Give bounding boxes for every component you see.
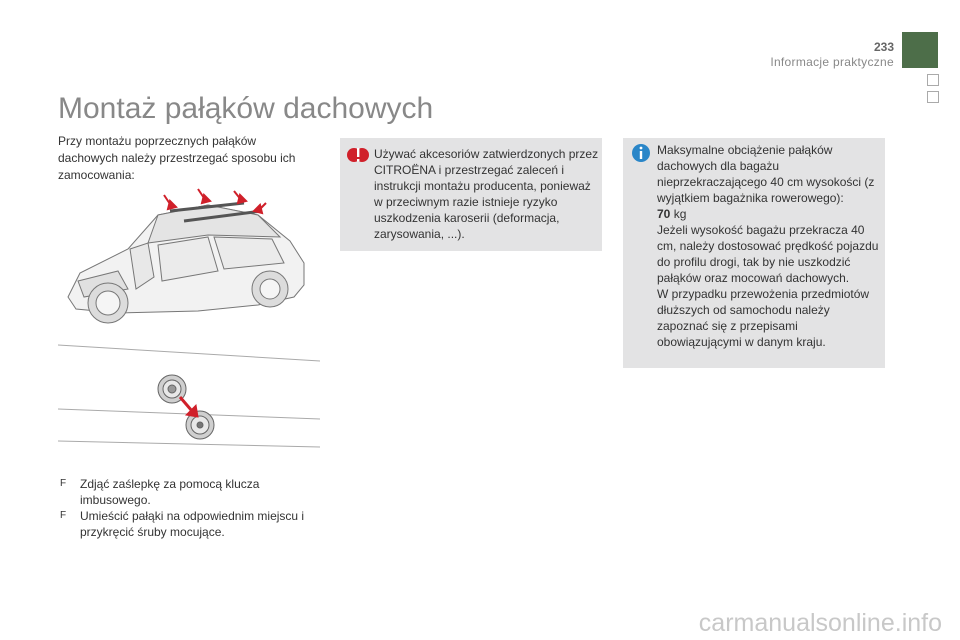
watermark: carmanualsonline.info xyxy=(698,609,942,637)
max-load-value: 70 xyxy=(657,207,671,221)
info-line-3: W przypadku przewożenia przedmiotów dłuższych od samochodu należy zapoznać się z przepisami obowiązującymi w danym kraju. xyxy=(657,287,870,349)
page-title: Montaż pałąków dachowych xyxy=(58,92,434,125)
cap-detail xyxy=(158,375,214,439)
info-line-2: Jeżeli wysokość bagażu przekracza 40 cm, należy dostosować prędkość pojazdu do profilu drogi, tak by nie uszkodzić pałąków oraz mocowań dachowych. xyxy=(657,223,879,285)
exclamation-icon xyxy=(347,144,369,166)
list-item xyxy=(58,476,320,508)
info-icon xyxy=(630,142,652,164)
section-tab xyxy=(902,32,938,68)
step-list xyxy=(58,476,320,540)
warning-box xyxy=(340,138,602,251)
info-text xyxy=(657,142,883,350)
car-drawing xyxy=(68,205,304,323)
list-item xyxy=(58,508,320,540)
intro-paragraph: Przy montażu poprzecznych pałąków dachowych należy przestrzegać sposobu ich zamocowania: xyxy=(58,134,296,182)
bullet-marker: F xyxy=(60,510,67,521)
warning-text: Używać akcesoriów zatwierdzonych przez CITROËNA i przestrzegać zaleceń i instrukcji montażu producenta, ponieważ w przeciwnym razie istnieje ryzyko uszkodzenia karoserii (deformacja, zarysowania, ...). xyxy=(374,147,599,241)
roof-bar-illustration xyxy=(58,185,320,455)
section-tab-marker xyxy=(927,91,939,103)
bullet-marker: F xyxy=(60,478,67,489)
step-text: Zdjąć zaślepkę za pomocą klucza imbusowego. xyxy=(80,477,260,507)
section-tab-marker xyxy=(927,74,939,86)
section-title: Informacje praktyczne xyxy=(770,55,894,69)
max-load-unit: kg xyxy=(670,207,687,221)
max-load xyxy=(657,206,883,222)
info-line-1: Maksymalne obciążenie pałąków dachowych dla bagażu nieprzekraczającego 40 cm wysokości (z wyjątkiem bagażnika rowerowego): xyxy=(657,143,875,205)
page-number: 233 xyxy=(873,40,894,54)
info-box xyxy=(623,138,885,368)
step-text: Umieścić pałąki na odpowiednim miejscu i przykręcić śruby mocujące. xyxy=(80,509,305,539)
